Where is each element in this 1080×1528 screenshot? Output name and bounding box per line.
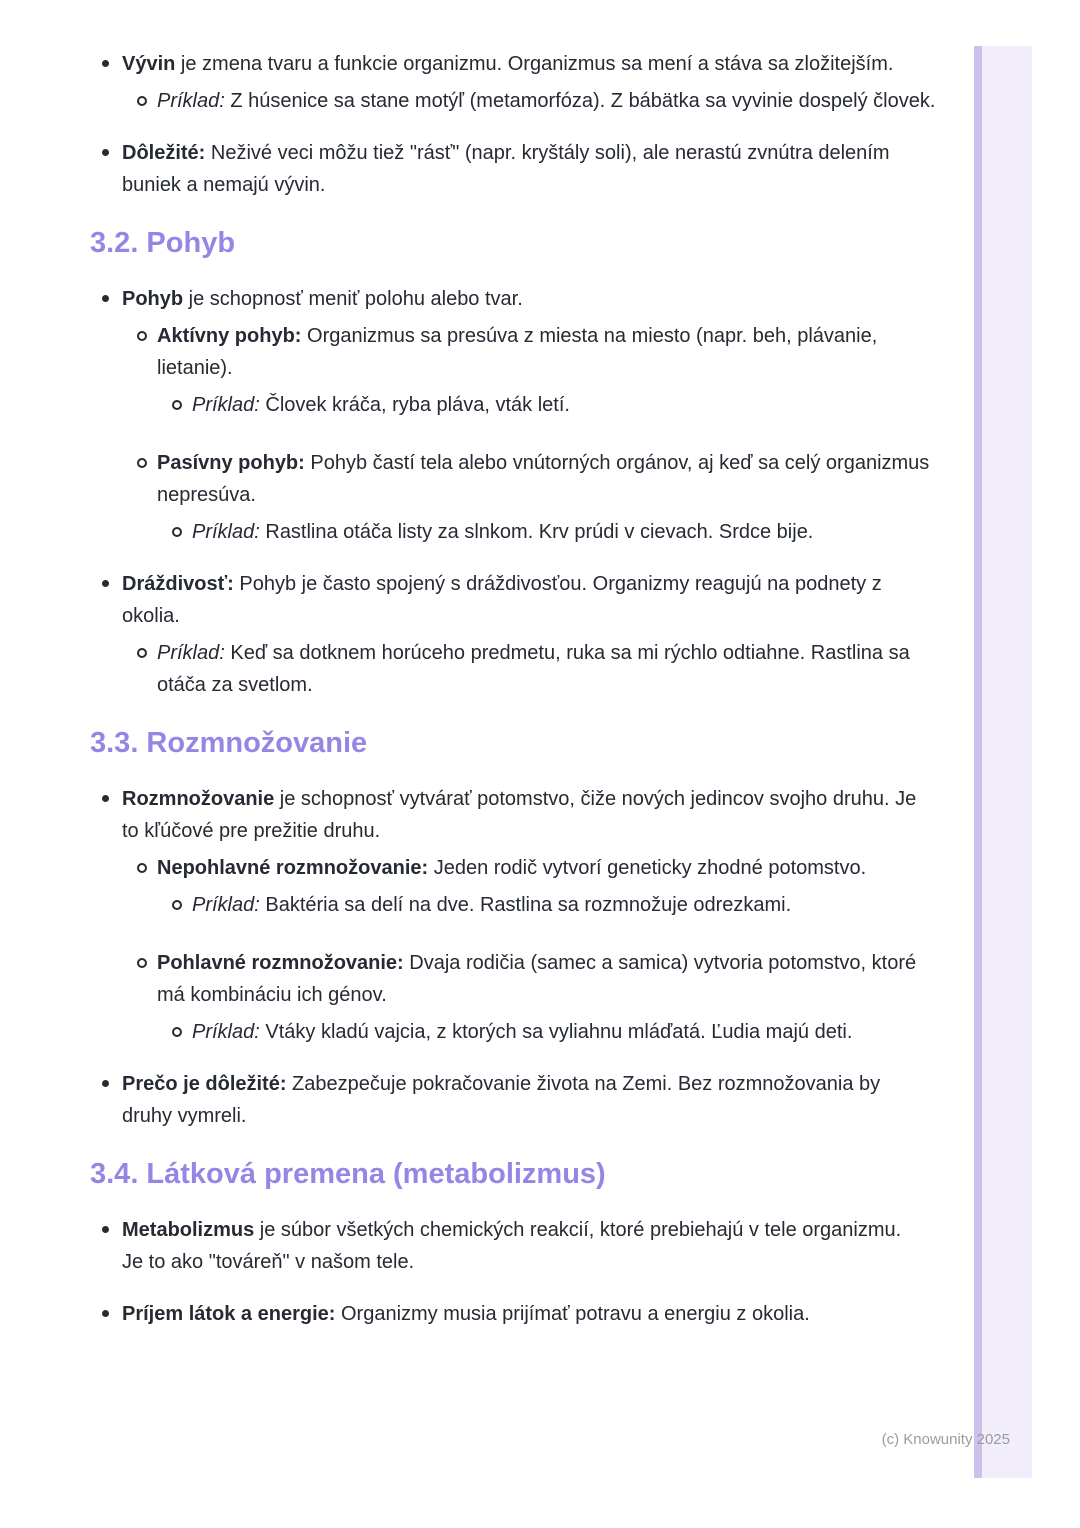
item-body: Zabezpečuje pokračovanie života na Zemi. Bez rozmnožovania by druhy vymreli. [122,1073,881,1127]
circle-bullet-icon [170,389,192,421]
item-body: Z húsenice sa stane motýľ (metamorfóza). Z bábätka sa vyvinie dospelý človek. [224,90,936,112]
notes-content [90,48,945,1330]
item-text [157,320,945,384]
item-text [157,852,866,884]
copyright-footer: (c) Knowunity 2025 [881,1431,1010,1448]
item-body: je zmena tvaru a funkcie organizmu. Organizmus sa mení a stáva sa zložitejším. [175,53,894,75]
item-text [192,1016,852,1048]
list-item [100,137,945,201]
item-lead: Vývin [122,53,176,75]
circle-bullet-icon [135,320,157,352]
item-lead: Dráždivosť: [122,573,234,595]
item-body: je schopnosť meniť polohu alebo tvar. [183,288,523,310]
item-lead: Pohlavné rozmnožovanie: [157,952,404,974]
list-item [100,389,945,421]
list-item [100,447,945,511]
item-body: Človek kráča, ryba pláva, vták letí. [259,394,570,416]
list-item [100,85,945,117]
bullet-icon [100,1298,122,1330]
circle-bullet-icon [170,889,192,921]
list-item [100,852,945,884]
circle-bullet-icon [135,85,157,117]
item-body: Keď sa dotknem horúceho predmetu, ruka sa mi rýchlo odtiahne. Rastlina sa otáča za svetlom. [157,642,910,696]
item-body: je súbor všetkých chemických reakcií, ktoré prebiehajú v tele organizmu. Je to ako "továreň" v našom tele. [122,1219,902,1273]
bullet-icon [100,783,122,815]
list-item [100,1298,945,1330]
list-item [100,889,945,921]
item-lead: Dôležité: [122,142,206,164]
list-item [100,283,945,315]
circle-bullet-icon [170,516,192,548]
list-item [100,783,945,847]
section-heading-pohyb: 3.2. Pohyb [90,227,236,259]
item-text [122,783,917,847]
item-lead: Príklad: [157,90,225,112]
bullet-icon [100,137,122,169]
item-text [122,1214,917,1278]
circle-bullet-icon [135,447,157,479]
item-text [192,389,570,421]
section-heading-rozmnozovanie: 3.3. Rozmnožovanie [90,727,368,759]
list-item [100,568,945,632]
item-text [122,137,917,201]
item-lead: Rozmnožovanie [122,788,275,810]
item-lead: Pasívny pohyb: [157,452,305,474]
item-lead: Aktívny pohyb: [157,325,302,347]
bullet-icon [100,1068,122,1100]
item-text [192,889,791,921]
item-lead: Príklad: [192,394,260,416]
item-text [122,283,523,315]
page-margin-bar-strip [974,46,982,1478]
item-body: Organizmy musia prijímať potravu a energiu z okolia. [335,1303,810,1325]
item-lead: Príklad: [157,642,225,664]
list-item [100,1214,945,1278]
list-item [100,48,945,80]
item-lead: Metabolizmus [122,1219,255,1241]
item-body: Jeden rodič vytvorí geneticky zhodné potomstvo. [428,857,867,879]
item-lead: Príklad: [192,521,260,543]
item-body: Dvaja rodičia (samec a samica) vytvoria potomstvo, ktoré má kombináciu ich génov. [157,952,917,1006]
item-lead: Príjem látok a energie: [122,1303,336,1325]
bullet-icon [100,568,122,600]
item-lead: Príklad: [192,894,260,916]
list-item [100,637,945,701]
item-body: Pohyb častí tela alebo vnútorných orgánov, aj keď sa celý organizmus nepresúva. [157,452,930,506]
item-text [157,947,945,1011]
item-body: Organizmus sa presúva z miesta na miesto (napr. beh, plávanie, lietanie). [157,325,878,379]
list-item [100,947,945,1011]
section-heading-latkova-premena: 3.4. Látková premena (metabolizmus) [90,1158,606,1190]
circle-bullet-icon [135,852,157,884]
item-body: Pohyb je často spojený s dráždivosťou. Organizmy reagujú na podnety z okolia. [122,573,882,627]
item-lead: Prečo je dôležité: [122,1073,287,1095]
item-text [122,48,893,80]
circle-bullet-icon [135,947,157,979]
item-body: Vtáky kladú vajcia, z ktorých sa vyliahnu mláďatá. Ľudia majú deti. [259,1021,853,1043]
item-body: Neživé veci môžu tiež "rásť" (napr. kryštály soli), ale nerastú zvnútra delením buniek a nemajú vývin. [122,142,890,196]
page-margin-bar [974,46,1032,1478]
item-text [122,568,917,632]
item-text [192,516,813,548]
list-item [100,320,945,384]
bullet-icon [100,283,122,315]
list-item [100,1016,945,1048]
bullet-icon [100,48,122,80]
item-body: je schopnosť vytvárať potomstvo, čiže nových jedincov svojho druhu. Je to kľúčové pre prežitie druhu. [122,788,917,842]
item-text [122,1068,917,1132]
item-lead: Príklad: [192,1021,260,1043]
item-lead: Pohyb [122,288,184,310]
item-body: Baktéria sa delí na dve. Rastlina sa rozmnožuje odrezkami. [259,894,792,916]
circle-bullet-icon [135,637,157,669]
item-text [157,85,935,117]
list-item [100,516,945,548]
circle-bullet-icon [170,1016,192,1048]
item-lead: Nepohlavné rozmnožovanie: [157,857,429,879]
item-text [157,447,945,511]
list-item [100,1068,945,1132]
bullet-icon [100,1214,122,1246]
item-body: Rastlina otáča listy za slnkom. Krv prúdi v cievach. Srdce bije. [259,521,814,543]
item-text [122,1298,810,1330]
item-text [157,637,945,701]
